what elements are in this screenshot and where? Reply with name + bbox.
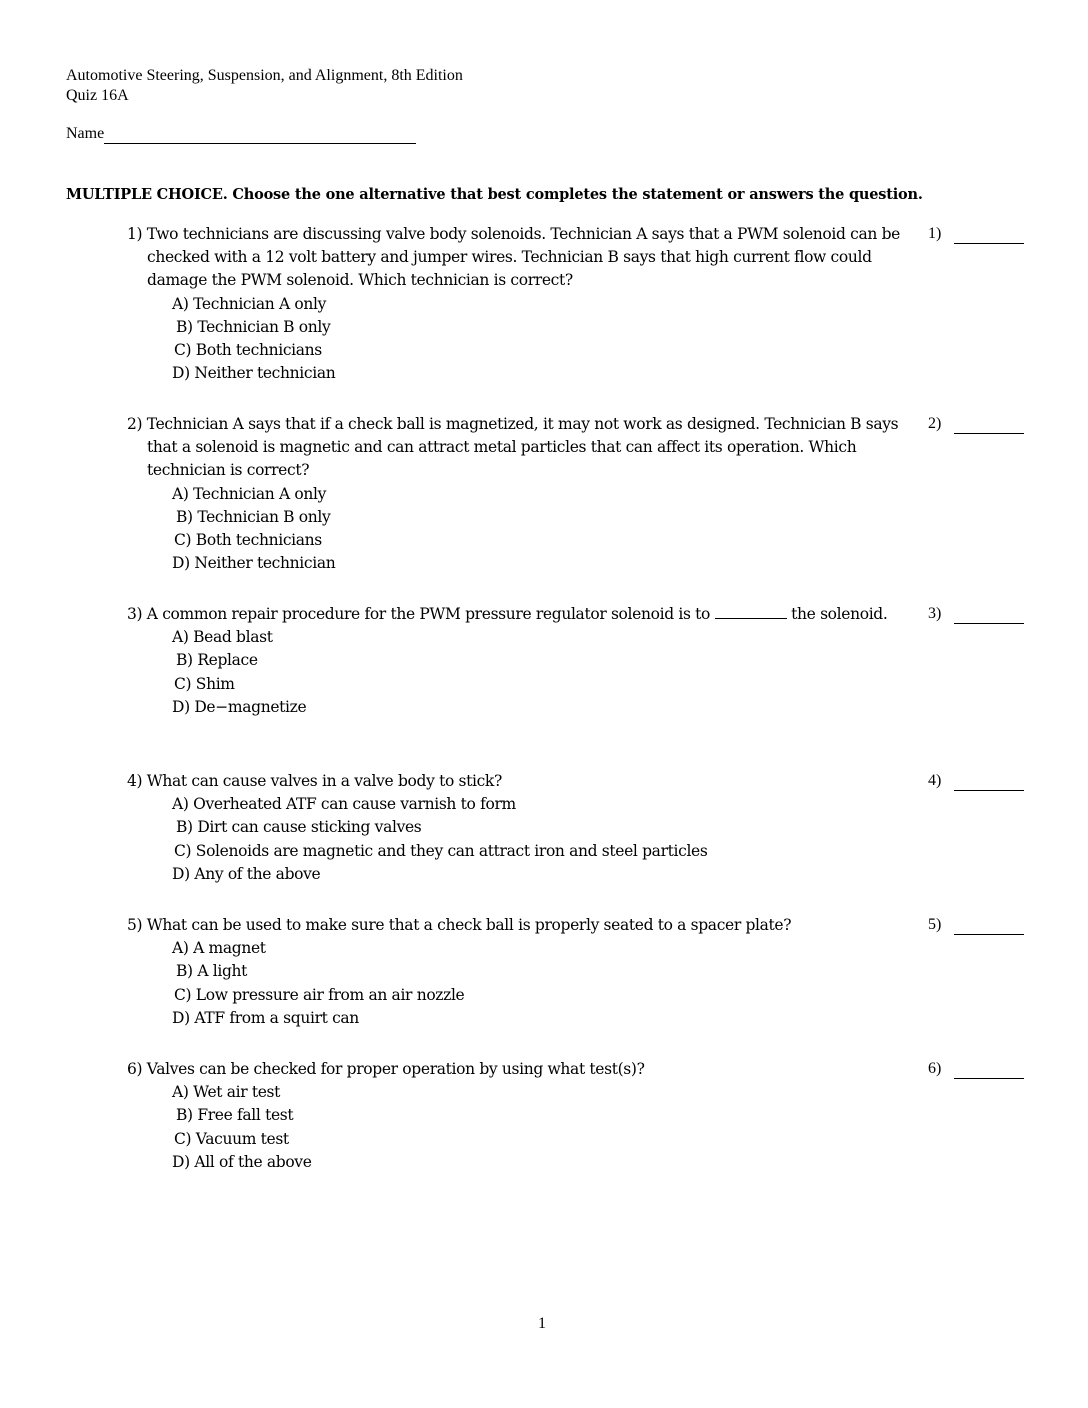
choice-d[interactable]: D) Neither technician bbox=[172, 554, 336, 573]
choice-d[interactable]: D) ATF from a squirt can bbox=[172, 1008, 359, 1027]
choice-c[interactable]: C) Low pressure air from an air nozzle bbox=[174, 985, 465, 1004]
answer-number: 3) bbox=[928, 605, 942, 622]
choice-b[interactable]: B) A light bbox=[176, 962, 248, 981]
name-label: Name bbox=[66, 125, 105, 142]
answer-blank[interactable] bbox=[954, 417, 1024, 434]
question-4 bbox=[127, 770, 917, 886]
choice-d[interactable]: D) Neither technician bbox=[172, 364, 336, 383]
choice-c[interactable]: C) Solenoids are magnetic and they can attract iron and steel particles bbox=[174, 841, 708, 860]
choice-b[interactable]: B) Replace bbox=[176, 651, 258, 670]
choice-b[interactable]: B) Dirt can cause sticking valves bbox=[176, 818, 422, 837]
section-instructions: MULTIPLE CHOICE. Choose the one alternative that best completes the statement or answers the question. bbox=[66, 186, 923, 203]
choice-d[interactable]: D) All of the above bbox=[172, 1152, 312, 1171]
choice-b[interactable]: B) Technician B only bbox=[176, 507, 331, 526]
answer-slot-3 bbox=[928, 604, 1024, 624]
choice-c[interactable]: C) Shim bbox=[174, 674, 235, 693]
choice-c[interactable]: C) Vacuum test bbox=[174, 1129, 289, 1148]
choice-c[interactable]: C) Both technicians bbox=[174, 341, 322, 360]
fill-in-blank bbox=[715, 604, 787, 619]
answer-slot-6 bbox=[928, 1059, 1024, 1079]
choice-b[interactable]: B) Free fall test bbox=[176, 1106, 294, 1125]
answer-number: 1) bbox=[928, 225, 942, 242]
answer-number: 2) bbox=[928, 415, 942, 432]
name-field[interactable] bbox=[104, 125, 416, 144]
answer-blank[interactable] bbox=[954, 774, 1024, 791]
choice-b[interactable]: B) Technician B only bbox=[176, 317, 331, 336]
choice-a[interactable]: A) Bead blast bbox=[172, 628, 273, 647]
page-number: 1 bbox=[538, 1315, 546, 1332]
answer-slot-4 bbox=[928, 771, 1024, 791]
answer-slot-1 bbox=[928, 224, 1024, 244]
answer-number: 4) bbox=[928, 772, 942, 789]
answer-blank[interactable] bbox=[954, 607, 1024, 624]
choice-a[interactable]: A) Technician A only bbox=[172, 294, 327, 313]
choice-c[interactable]: C) Both technicians bbox=[174, 531, 322, 550]
answer-blank[interactable] bbox=[954, 918, 1024, 935]
answer-blank[interactable] bbox=[954, 227, 1024, 244]
question-5 bbox=[127, 914, 917, 1030]
question-stem: 2) Technician A says that if a check ball is magnetized, it may not work as designed. Technician B says that a solenoid is magnetic and can attract metal particles that can affect its operation. Which technician is correct? bbox=[127, 415, 899, 480]
question-stem: 5) What can be used to make sure that a check ball is properly seated to a spacer plate? bbox=[127, 916, 792, 934]
answer-blank[interactable] bbox=[954, 1062, 1024, 1079]
choice-a[interactable]: A) Wet air test bbox=[172, 1083, 281, 1102]
question-3 bbox=[127, 603, 917, 719]
question-stem: 6) Valves can be checked for proper operation by using what test(s)? bbox=[127, 1060, 645, 1078]
choice-a[interactable]: A) Overheated ATF can cause varnish to form bbox=[172, 795, 516, 814]
answer-slot-5 bbox=[928, 915, 1024, 935]
question-stem: 1) Two technicians are discussing valve body solenoids. Technician A says that a PWM solenoid can be checked with a 12 volt battery and jumper wires. Technician B says that high current flow could damage the PWM solenoid. Which technician is correct? bbox=[127, 225, 900, 290]
choice-a[interactable]: A) A magnet bbox=[172, 939, 266, 958]
choice-a[interactable]: A) Technician A only bbox=[172, 484, 327, 503]
question-stem: 3) A common repair procedure for the PWM pressure regulator solenoid is to the solenoid. bbox=[127, 605, 888, 623]
answer-slot-2 bbox=[928, 414, 1024, 434]
question-stem: 4) What can cause valves in a valve body to stick? bbox=[127, 772, 502, 790]
choice-d[interactable]: D) De−magnetize bbox=[172, 697, 307, 716]
choice-d[interactable]: D) Any of the above bbox=[172, 864, 321, 883]
answer-number: 6) bbox=[928, 1060, 942, 1077]
answer-number: 5) bbox=[928, 916, 942, 933]
document-header bbox=[66, 66, 463, 106]
quiz-title: Quiz 16A bbox=[66, 87, 129, 104]
question-2 bbox=[127, 413, 917, 575]
question-6 bbox=[127, 1058, 917, 1174]
course-title: Automotive Steering, Suspension, and Alignment, 8th Edition bbox=[66, 67, 463, 84]
question-1 bbox=[127, 223, 917, 385]
name-row bbox=[66, 124, 416, 144]
